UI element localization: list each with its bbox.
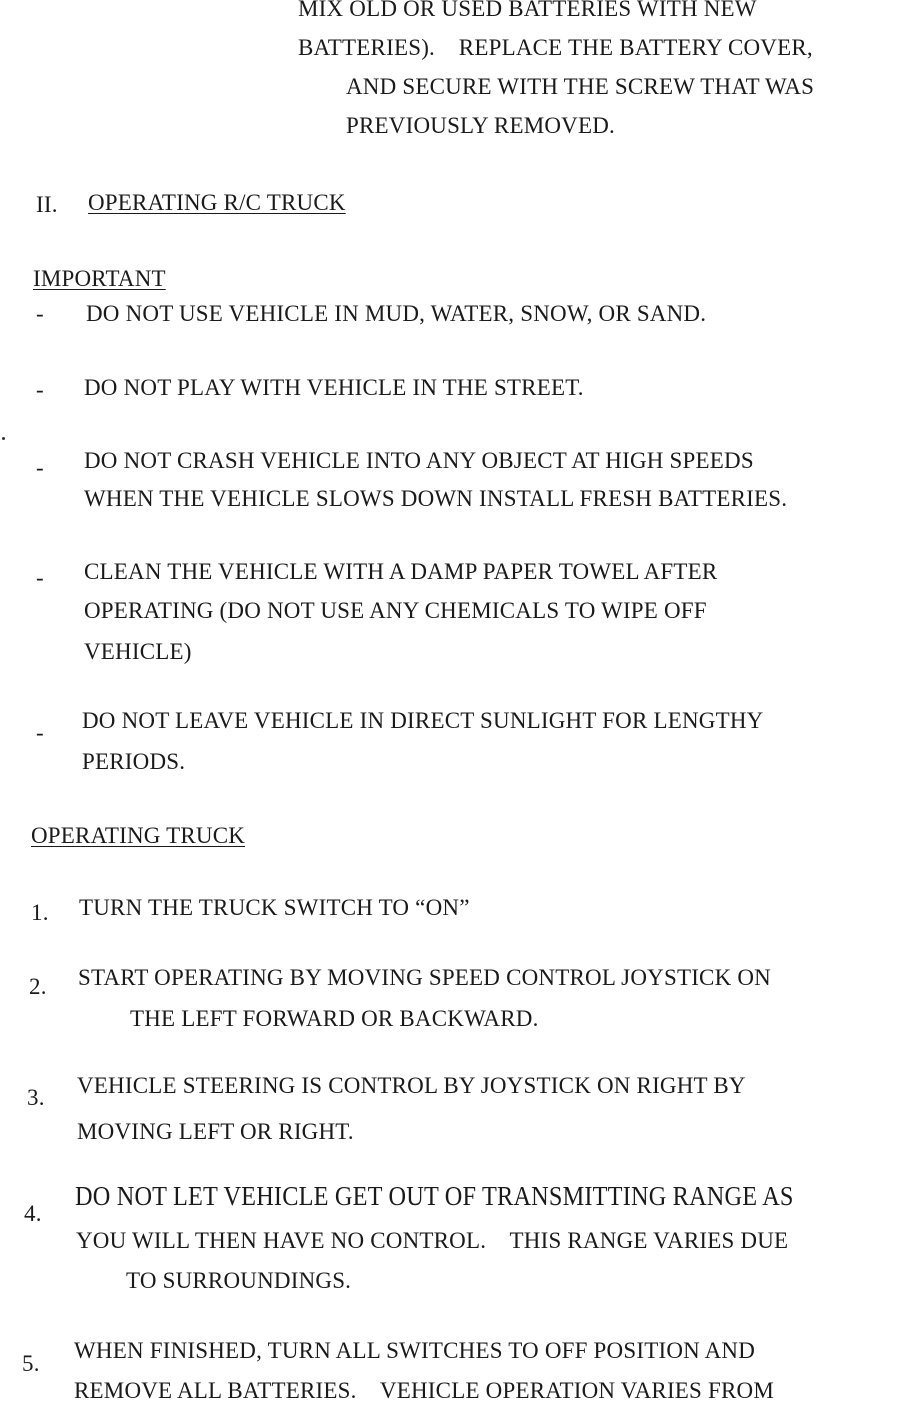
scan-speck [2,437,5,440]
intro-line-3: AND SECURE WITH THE SCREW THAT WAS [346,74,815,99]
important-item-1-line-1: DO NOT USE VEHICLE IN MUD, WATER, SNOW, OR SAND. [86,301,707,326]
step-4-line-1: DO NOT LET VEHICLE GET OUT OF TRANSMITTING RANGE AS [75,1181,794,1211]
step-1-number: 1. [31,900,49,925]
important-item-4-line-3: VEHICLE) [84,639,192,664]
step-5-line-2: REMOVE ALL BATTERIES. VEHICLE OPERATION VARIES FROM [74,1378,774,1403]
step-4-number: 4. [24,1201,42,1226]
step-3-line-2: MOVING LEFT OR RIGHT. [77,1119,354,1144]
step-4-line-3: TO SURROUNDINGS. [126,1268,352,1293]
intro-line-1: MIX OLD OR USED BATTERIES WITH NEW [298,0,757,21]
important-item-4-line-1: CLEAN THE VEHICLE WITH A DAMP PAPER TOWEL AFTER [84,559,718,584]
bullet-marker: - [36,455,44,480]
step-5-line-1: WHEN FINISHED, TURN ALL SWITCHES TO OFF POSITION AND [74,1338,756,1363]
section-number: II. [36,192,58,217]
important-heading: IMPORTANT [33,266,166,291]
step-2-number: 2. [29,974,47,999]
intro-line-4: PREVIOUSLY REMOVED. [346,113,615,138]
important-item-3-line-1: DO NOT CRASH VEHICLE INTO ANY OBJECT AT HIGH SPEEDS [84,448,754,473]
step-4-line-2: YOU WILL THEN HAVE NO CONTROL. THIS RANGE VARIES DUE [76,1228,789,1253]
important-item-5-line-2: PERIODS. [82,749,186,774]
operating-heading: OPERATING TRUCK [31,823,246,848]
intro-line-2: BATTERIES). REPLACE THE BATTERY COVER, [298,35,813,60]
bullet-marker: - [36,377,44,402]
bullet-marker: - [36,720,44,745]
section-title: OPERATING R/C TRUCK [88,190,346,215]
important-item-3-line-2: WHEN THE VEHICLE SLOWS DOWN INSTALL FRESH BATTERIES. [84,486,788,511]
important-item-4-line-2: OPERATING (DO NOT USE ANY CHEMICALS TO WIPE OFF [84,598,707,623]
bullet-marker: - [36,301,44,326]
bullet-marker: - [36,565,44,590]
step-3-line-1: VEHICLE STEERING IS CONTROL BY JOYSTICK ON RIGHT BY [77,1073,746,1098]
step-2-line-2: THE LEFT FORWARD OR BACKWARD. [130,1006,539,1031]
step-1-line-1: TURN THE TRUCK SWITCH TO “ON” [79,895,470,920]
important-item-5-line-1: DO NOT LEAVE VEHICLE IN DIRECT SUNLIGHT FOR LENGTHY [82,708,764,733]
important-item-2-line-1: DO NOT PLAY WITH VEHICLE IN THE STREET. [84,375,584,400]
step-2-line-1: START OPERATING BY MOVING SPEED CONTROL JOYSTICK ON [78,965,771,990]
step-3-number: 3. [27,1085,45,1110]
step-5-number: 5. [22,1351,40,1376]
